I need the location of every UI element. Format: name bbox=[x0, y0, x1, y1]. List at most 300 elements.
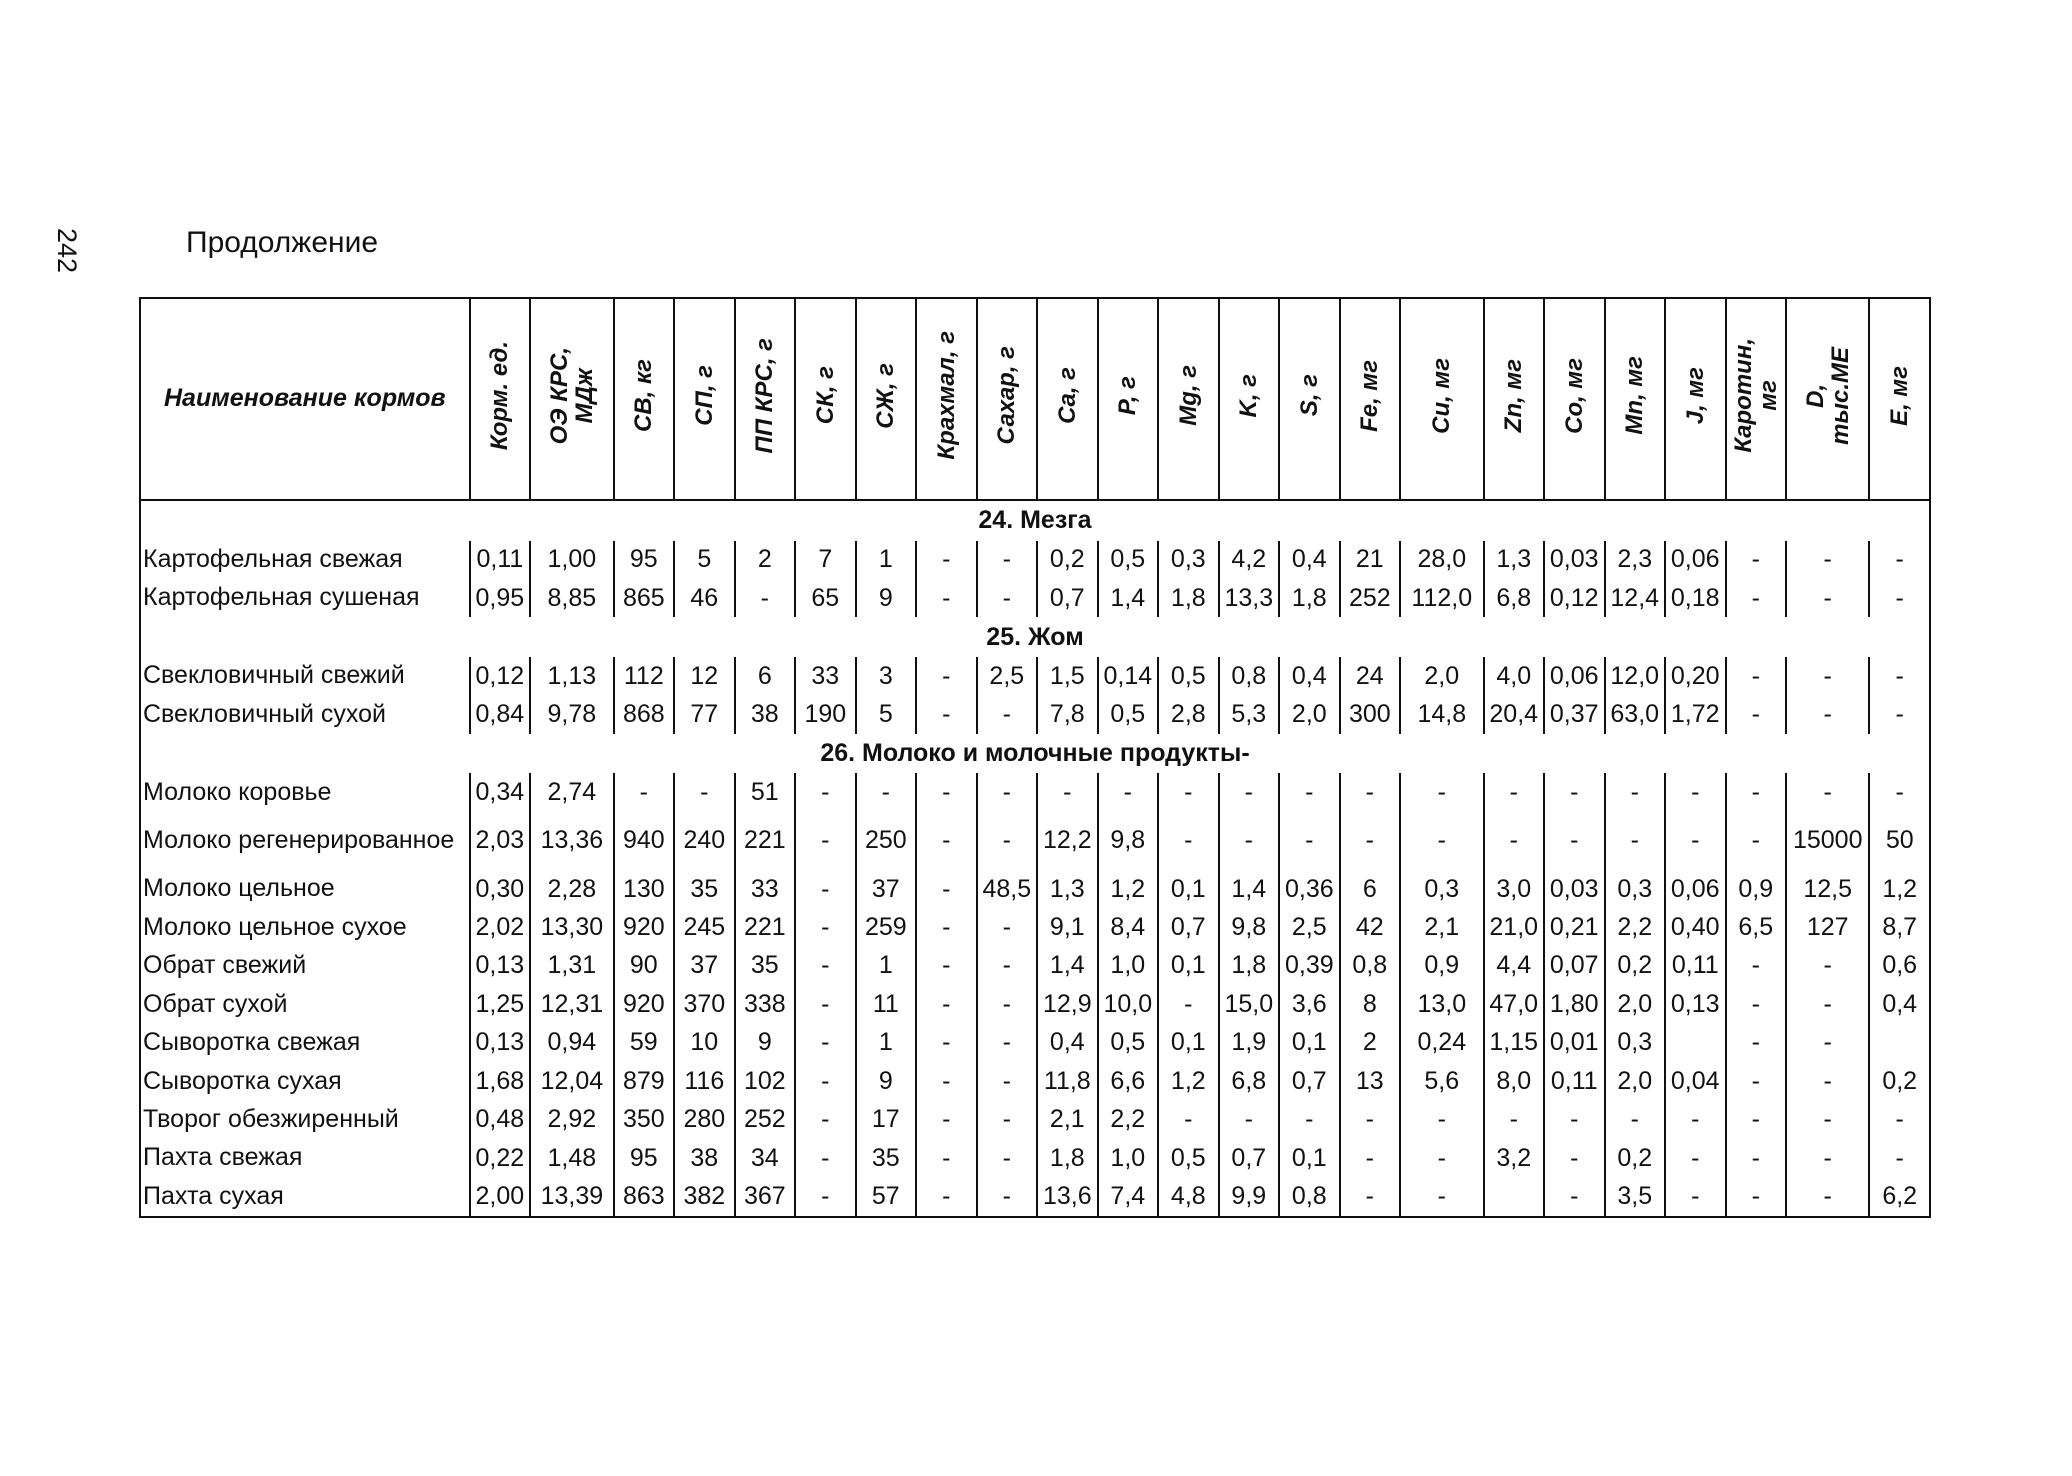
value-cell: 9,1 bbox=[1037, 908, 1098, 946]
value-cell: 0,7 bbox=[1037, 579, 1098, 617]
column-header-label: ПП КРС, г bbox=[751, 337, 779, 454]
value-cell: - bbox=[1726, 1100, 1787, 1138]
column-header-label: E, мг bbox=[1886, 365, 1914, 426]
value-cell: 1,2 bbox=[1869, 870, 1930, 908]
value-cell: 2,00 bbox=[470, 1177, 531, 1217]
value-cell: 0,9 bbox=[1400, 947, 1483, 985]
value-cell: 0,5 bbox=[1158, 1139, 1219, 1177]
value-cell: 2,0 bbox=[1279, 695, 1340, 733]
value-cell: - bbox=[1786, 1139, 1869, 1177]
value-cell: 3,5 bbox=[1605, 1177, 1666, 1217]
value-cell: - bbox=[977, 985, 1038, 1023]
value-cell: 6,8 bbox=[1219, 1062, 1280, 1100]
column-header-label: Fe, мг bbox=[1356, 359, 1384, 432]
value-cell: - bbox=[1786, 541, 1869, 579]
feed-name-cell: Пахта свежая bbox=[140, 1139, 470, 1177]
value-cell: 11 bbox=[856, 985, 917, 1023]
value-cell: - bbox=[1219, 812, 1280, 870]
value-cell: - bbox=[1665, 773, 1726, 811]
value-cell: 0,5 bbox=[1098, 695, 1159, 733]
value-cell: 0,34 bbox=[470, 773, 531, 811]
table-row bbox=[140, 1024, 1930, 1062]
value-cell: - bbox=[1340, 773, 1401, 811]
value-cell: 252 bbox=[1340, 579, 1401, 617]
value-cell: - bbox=[1786, 947, 1869, 985]
value-cell: 868 bbox=[614, 695, 675, 733]
value-cell: 0,8 bbox=[1279, 1177, 1340, 1217]
value-cell: - bbox=[1279, 1100, 1340, 1138]
value-cell bbox=[1484, 1177, 1545, 1217]
value-cell: 13,30 bbox=[530, 908, 613, 946]
value-cell: 245 bbox=[674, 908, 735, 946]
value-cell: 1,8 bbox=[1219, 947, 1280, 985]
column-header bbox=[916, 298, 977, 500]
value-cell: - bbox=[1869, 773, 1930, 811]
table-row bbox=[140, 657, 1930, 695]
value-cell: - bbox=[795, 1139, 856, 1177]
value-cell: - bbox=[1605, 1100, 1666, 1138]
column-header bbox=[1098, 298, 1159, 500]
value-cell: 0,4 bbox=[1279, 541, 1340, 579]
column-header bbox=[1605, 298, 1666, 500]
value-cell: 1,4 bbox=[1219, 870, 1280, 908]
value-cell: 1,31 bbox=[530, 947, 613, 985]
value-cell: 50 bbox=[1869, 812, 1930, 870]
column-header-label: Zn, мг bbox=[1500, 358, 1528, 433]
value-cell: 1,25 bbox=[470, 985, 531, 1023]
value-cell: 42 bbox=[1340, 908, 1401, 946]
value-cell: 940 bbox=[614, 812, 675, 870]
value-cell: 1,8 bbox=[1279, 579, 1340, 617]
column-header-label: ОЭ КРС, МДж bbox=[545, 346, 598, 445]
value-cell: - bbox=[1726, 985, 1787, 1023]
value-cell: 259 bbox=[856, 908, 917, 946]
value-cell: 0,22 bbox=[470, 1139, 531, 1177]
value-cell: 3,2 bbox=[1484, 1139, 1545, 1177]
value-cell: 0,8 bbox=[1340, 947, 1401, 985]
value-cell: 28,0 bbox=[1400, 541, 1483, 579]
column-header-label: S, г bbox=[1295, 374, 1323, 417]
value-cell: - bbox=[1665, 812, 1726, 870]
value-cell: - bbox=[1786, 1062, 1869, 1100]
value-cell: 116 bbox=[674, 1062, 735, 1100]
value-cell: 0,04 bbox=[1665, 1062, 1726, 1100]
value-cell: - bbox=[916, 1100, 977, 1138]
table-row bbox=[140, 1062, 1930, 1100]
value-cell: 1,2 bbox=[1158, 1062, 1219, 1100]
column-header bbox=[470, 298, 531, 500]
value-cell: 59 bbox=[614, 1024, 675, 1062]
value-cell: 3,6 bbox=[1279, 985, 1340, 1023]
column-header-label: Каротин, мг bbox=[1729, 338, 1782, 453]
value-cell: - bbox=[1726, 695, 1787, 733]
value-cell: - bbox=[795, 1100, 856, 1138]
section-title-row bbox=[140, 734, 1930, 773]
value-cell: - bbox=[1665, 1139, 1726, 1177]
value-cell: 12,4 bbox=[1605, 579, 1666, 617]
feed-name-cell: Молоко регенерированное bbox=[140, 812, 470, 870]
value-cell: 1,4 bbox=[1037, 947, 1098, 985]
value-cell: - bbox=[916, 985, 977, 1023]
value-cell: - bbox=[977, 947, 1038, 985]
value-cell: 1,4 bbox=[1098, 579, 1159, 617]
value-cell: 1,5 bbox=[1037, 657, 1098, 695]
table-row bbox=[140, 1177, 1930, 1217]
value-cell: 13,0 bbox=[1400, 985, 1483, 1023]
feed-name-cell: Сыворотка свежая bbox=[140, 1024, 470, 1062]
value-cell: 15,0 bbox=[1219, 985, 1280, 1023]
value-cell: 0,21 bbox=[1544, 908, 1605, 946]
value-cell: 12,04 bbox=[530, 1062, 613, 1100]
value-cell: 95 bbox=[614, 1139, 675, 1177]
value-cell: 1,72 bbox=[1665, 695, 1726, 733]
value-cell: 9,9 bbox=[1219, 1177, 1280, 1217]
value-cell: - bbox=[1158, 1100, 1219, 1138]
feed-name-cell: Творог обезжиренный bbox=[140, 1100, 470, 1138]
value-cell: - bbox=[1340, 812, 1401, 870]
value-cell: - bbox=[1786, 657, 1869, 695]
value-cell: - bbox=[916, 908, 977, 946]
value-cell: 10,0 bbox=[1098, 985, 1159, 1023]
value-cell: 338 bbox=[735, 985, 796, 1023]
table-row bbox=[140, 908, 1930, 946]
value-cell: 13,3 bbox=[1219, 579, 1280, 617]
value-cell: 0,1 bbox=[1158, 870, 1219, 908]
value-cell: 0,4 bbox=[1869, 985, 1930, 1023]
table-row bbox=[140, 579, 1930, 617]
value-cell: - bbox=[977, 908, 1038, 946]
value-cell: 0,03 bbox=[1544, 870, 1605, 908]
value-cell: 6,8 bbox=[1484, 579, 1545, 617]
value-cell: - bbox=[977, 1100, 1038, 1138]
value-cell: - bbox=[1544, 812, 1605, 870]
value-cell: 1,68 bbox=[470, 1062, 531, 1100]
value-cell: 3,0 bbox=[1484, 870, 1545, 908]
value-cell: 0,30 bbox=[470, 870, 531, 908]
value-cell: 2,0 bbox=[1605, 1062, 1666, 1100]
value-cell: 8,7 bbox=[1869, 908, 1930, 946]
value-cell: - bbox=[1400, 1100, 1483, 1138]
value-cell: - bbox=[977, 541, 1038, 579]
value-cell: - bbox=[795, 812, 856, 870]
value-cell: 0,1 bbox=[1279, 1139, 1340, 1177]
section-title: 24. Мезга bbox=[140, 500, 1930, 541]
value-cell: 1,2 bbox=[1098, 870, 1159, 908]
value-cell: 63,0 bbox=[1605, 695, 1666, 733]
value-cell: 8,4 bbox=[1098, 908, 1159, 946]
value-cell: 252 bbox=[735, 1100, 796, 1138]
page-number: 242 bbox=[52, 228, 82, 274]
value-cell: 0,95 bbox=[470, 579, 531, 617]
value-cell: 2 bbox=[1340, 1024, 1401, 1062]
value-cell: 2,5 bbox=[1279, 908, 1340, 946]
table-row bbox=[140, 985, 1930, 1023]
value-cell: 15000 bbox=[1786, 812, 1869, 870]
value-cell: 2,5 bbox=[977, 657, 1038, 695]
table-row bbox=[140, 541, 1930, 579]
value-cell: 0,24 bbox=[1400, 1024, 1483, 1062]
value-cell: - bbox=[795, 908, 856, 946]
value-cell: 0,18 bbox=[1665, 579, 1726, 617]
value-cell: - bbox=[916, 695, 977, 733]
value-cell: 350 bbox=[614, 1100, 675, 1138]
value-cell: 0,3 bbox=[1400, 870, 1483, 908]
value-cell: 47,0 bbox=[1484, 985, 1545, 1023]
value-cell: 130 bbox=[614, 870, 675, 908]
value-cell: - bbox=[1400, 1177, 1483, 1217]
value-cell: 2,0 bbox=[1400, 657, 1483, 695]
value-cell: 0,40 bbox=[1665, 908, 1726, 946]
value-cell: 7 bbox=[795, 541, 856, 579]
value-cell: 127 bbox=[1786, 908, 1869, 946]
column-header-label: СП, г bbox=[690, 365, 718, 426]
value-cell: - bbox=[1544, 1177, 1605, 1217]
value-cell: 0,13 bbox=[1665, 985, 1726, 1023]
value-cell: - bbox=[916, 812, 977, 870]
value-cell: 12,31 bbox=[530, 985, 613, 1023]
value-cell: 2,92 bbox=[530, 1100, 613, 1138]
value-cell: 102 bbox=[735, 1062, 796, 1100]
value-cell: - bbox=[1869, 657, 1930, 695]
value-cell: 21,0 bbox=[1484, 908, 1545, 946]
value-cell: 20,4 bbox=[1484, 695, 1545, 733]
table-row bbox=[140, 812, 1930, 870]
value-cell: 5,3 bbox=[1219, 695, 1280, 733]
value-cell: 35 bbox=[674, 870, 735, 908]
value-cell: - bbox=[1605, 812, 1666, 870]
value-cell: 865 bbox=[614, 579, 675, 617]
value-cell: - bbox=[1786, 985, 1869, 1023]
section-title-row bbox=[140, 500, 1930, 541]
value-cell: 4,0 bbox=[1484, 657, 1545, 695]
value-cell: - bbox=[1340, 1139, 1401, 1177]
value-cell: 280 bbox=[674, 1100, 735, 1138]
value-cell: 1,13 bbox=[530, 657, 613, 695]
value-cell: - bbox=[1340, 1177, 1401, 1217]
value-cell: - bbox=[916, 541, 977, 579]
value-cell: 0,03 bbox=[1544, 541, 1605, 579]
value-cell: 1,15 bbox=[1484, 1024, 1545, 1062]
value-cell: 0,13 bbox=[470, 947, 531, 985]
value-cell: 863 bbox=[614, 1177, 675, 1217]
value-cell: - bbox=[674, 773, 735, 811]
value-cell: 8,0 bbox=[1484, 1062, 1545, 1100]
value-cell: 1,80 bbox=[1544, 985, 1605, 1023]
value-cell: - bbox=[1544, 1139, 1605, 1177]
value-cell: - bbox=[1786, 579, 1869, 617]
column-header-label: Ca, г bbox=[1053, 367, 1081, 424]
section-title-row bbox=[140, 617, 1930, 656]
column-header-label: СЖ, г bbox=[872, 362, 900, 429]
value-cell: - bbox=[977, 579, 1038, 617]
value-cell: - bbox=[1726, 657, 1787, 695]
table-row bbox=[140, 1100, 1930, 1138]
feed-name-cell: Молоко коровье bbox=[140, 773, 470, 811]
value-cell: - bbox=[1158, 773, 1219, 811]
value-cell: - bbox=[1726, 773, 1787, 811]
value-cell: 9 bbox=[735, 1024, 796, 1062]
value-cell: 4,2 bbox=[1219, 541, 1280, 579]
value-cell: 0,48 bbox=[470, 1100, 531, 1138]
value-cell: 13 bbox=[1340, 1062, 1401, 1100]
feed-name-cell: Пахта сухая bbox=[140, 1177, 470, 1217]
column-header bbox=[977, 298, 1038, 500]
column-header bbox=[1665, 298, 1726, 500]
column-header bbox=[1158, 298, 1219, 500]
column-header-label: СВ, кг bbox=[630, 359, 658, 432]
table-row bbox=[140, 947, 1930, 985]
column-header-label: Co, мг bbox=[1560, 357, 1588, 434]
value-cell: - bbox=[977, 695, 1038, 733]
value-cell: 879 bbox=[614, 1062, 675, 1100]
value-cell: 0,20 bbox=[1665, 657, 1726, 695]
value-cell: 1,0 bbox=[1098, 1139, 1159, 1177]
value-cell: - bbox=[1158, 985, 1219, 1023]
value-cell: 12,9 bbox=[1037, 985, 1098, 1023]
value-cell: 0,1 bbox=[1158, 1024, 1219, 1062]
value-cell: 0,8 bbox=[1219, 657, 1280, 695]
table-row bbox=[140, 870, 1930, 908]
value-cell: 0,7 bbox=[1219, 1139, 1280, 1177]
column-header-label: Сахар, г bbox=[993, 346, 1021, 445]
value-cell: 1,8 bbox=[1158, 579, 1219, 617]
value-cell: 2,1 bbox=[1400, 908, 1483, 946]
value-cell: 13,39 bbox=[530, 1177, 613, 1217]
value-cell: - bbox=[977, 773, 1038, 811]
value-cell: 0,06 bbox=[1665, 870, 1726, 908]
value-cell: 0,2 bbox=[1605, 947, 1666, 985]
value-cell: - bbox=[916, 1139, 977, 1177]
value-cell: 1,0 bbox=[1098, 947, 1159, 985]
value-cell: - bbox=[977, 812, 1038, 870]
value-cell: 2,1 bbox=[1037, 1100, 1098, 1138]
value-cell: 0,2 bbox=[1037, 541, 1098, 579]
value-cell: 2,28 bbox=[530, 870, 613, 908]
value-cell: 0,12 bbox=[470, 657, 531, 695]
value-cell: - bbox=[1869, 579, 1930, 617]
feed-name-cell: Свекловичный свежий bbox=[140, 657, 470, 695]
value-cell: 6,2 bbox=[1869, 1177, 1930, 1217]
column-header bbox=[1400, 298, 1483, 500]
value-cell: 1,48 bbox=[530, 1139, 613, 1177]
value-cell: 0,4 bbox=[1279, 657, 1340, 695]
value-cell: 14,8 bbox=[1400, 695, 1483, 733]
column-header bbox=[856, 298, 917, 500]
column-header bbox=[530, 298, 613, 500]
column-header bbox=[1279, 298, 1340, 500]
value-cell: 0,6 bbox=[1869, 947, 1930, 985]
value-cell: 0,13 bbox=[470, 1024, 531, 1062]
value-cell: 300 bbox=[1340, 695, 1401, 733]
value-cell: 1 bbox=[856, 947, 917, 985]
value-cell: - bbox=[977, 1024, 1038, 1062]
continuation-label: Продолжение bbox=[186, 226, 379, 259]
value-cell: 920 bbox=[614, 908, 675, 946]
value-cell: 190 bbox=[795, 695, 856, 733]
feed-name-cell: Картофельная сушеная bbox=[140, 579, 470, 617]
value-cell: - bbox=[1484, 773, 1545, 811]
value-cell: 9 bbox=[856, 579, 917, 617]
value-cell: 6,5 bbox=[1726, 908, 1787, 946]
value-cell: 77 bbox=[674, 695, 735, 733]
value-cell: - bbox=[1340, 1100, 1401, 1138]
column-header bbox=[614, 298, 675, 500]
value-cell: 382 bbox=[674, 1177, 735, 1217]
value-cell: - bbox=[1786, 773, 1869, 811]
value-cell: - bbox=[916, 1062, 977, 1100]
value-cell: 9 bbox=[856, 1062, 917, 1100]
value-cell: 0,5 bbox=[1158, 657, 1219, 695]
value-cell: - bbox=[977, 1139, 1038, 1177]
value-cell: 0,12 bbox=[1544, 579, 1605, 617]
value-cell: 46 bbox=[674, 579, 735, 617]
value-cell: - bbox=[1726, 1024, 1787, 1062]
table-row bbox=[140, 1139, 1930, 1177]
section-title: 25. Жом bbox=[140, 617, 1930, 656]
value-cell: - bbox=[1400, 812, 1483, 870]
feed-name-cell: Свекловичный сухой bbox=[140, 695, 470, 733]
value-cell: 240 bbox=[674, 812, 735, 870]
value-cell: - bbox=[1726, 1177, 1787, 1217]
value-cell: 0,39 bbox=[1279, 947, 1340, 985]
value-cell: 90 bbox=[614, 947, 675, 985]
value-cell: 12 bbox=[674, 657, 735, 695]
value-cell: 0,06 bbox=[1665, 541, 1726, 579]
value-cell: 7,8 bbox=[1037, 695, 1098, 733]
column-header bbox=[1786, 298, 1869, 500]
value-cell: - bbox=[1219, 773, 1280, 811]
value-cell: 13,36 bbox=[530, 812, 613, 870]
value-cell: - bbox=[1869, 541, 1930, 579]
value-cell: - bbox=[795, 985, 856, 1023]
value-cell: - bbox=[1726, 541, 1787, 579]
value-cell: 6 bbox=[1340, 870, 1401, 908]
value-cell: 5,6 bbox=[1400, 1062, 1483, 1100]
value-cell: 35 bbox=[735, 947, 796, 985]
value-cell: 2,8 bbox=[1158, 695, 1219, 733]
value-cell: 35 bbox=[856, 1139, 917, 1177]
value-cell: 2,3 bbox=[1605, 541, 1666, 579]
value-cell: 12,0 bbox=[1605, 657, 1666, 695]
value-cell: 2,03 bbox=[470, 812, 531, 870]
value-cell: 4,8 bbox=[1158, 1177, 1219, 1217]
value-cell: 2,2 bbox=[1605, 908, 1666, 946]
feed-name-cell: Молоко цельное bbox=[140, 870, 470, 908]
column-header-label: Cu, мг bbox=[1428, 357, 1456, 434]
value-cell: - bbox=[1037, 773, 1098, 811]
value-cell: - bbox=[916, 657, 977, 695]
value-cell: 6 bbox=[735, 657, 796, 695]
value-cell: 1 bbox=[856, 541, 917, 579]
value-cell: - bbox=[1665, 1177, 1726, 1217]
value-cell: - bbox=[1726, 1139, 1787, 1177]
feed-name-cell: Обрат свежий bbox=[140, 947, 470, 985]
value-cell: 0,7 bbox=[1158, 908, 1219, 946]
value-cell: 0,37 bbox=[1544, 695, 1605, 733]
value-cell: 250 bbox=[856, 812, 917, 870]
value-cell: 33 bbox=[735, 870, 796, 908]
value-cell: 0,01 bbox=[1544, 1024, 1605, 1062]
value-cell: - bbox=[1726, 1062, 1787, 1100]
value-cell: 37 bbox=[856, 870, 917, 908]
value-cell: - bbox=[1279, 773, 1340, 811]
value-cell: 0,3 bbox=[1605, 870, 1666, 908]
value-cell: - bbox=[795, 773, 856, 811]
value-cell: 2,02 bbox=[470, 908, 531, 946]
value-cell: 0,14 bbox=[1098, 657, 1159, 695]
value-cell: - bbox=[1400, 1139, 1483, 1177]
value-cell: 0,11 bbox=[470, 541, 531, 579]
